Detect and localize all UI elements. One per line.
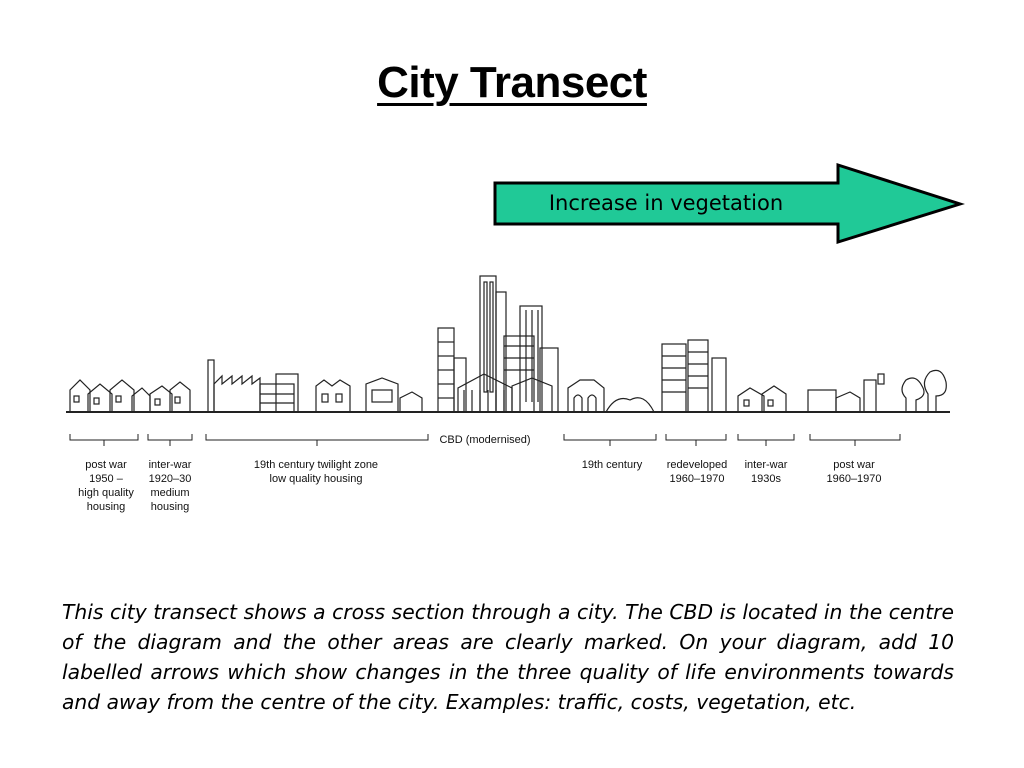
slide-title — [0, 58, 1024, 108]
zone-label-redeveloped: redeveloped 1960–1970 — [666, 459, 728, 485]
zone-label-post-war-right: post war 1960–1970 — [826, 459, 882, 485]
slide-title-text: City Transect — [377, 58, 647, 107]
inter-war-1930s-houses — [738, 386, 786, 412]
inter-war-houses — [150, 382, 190, 412]
zone-label-cbd: CBD (modernised) — [439, 434, 531, 446]
redeveloped-blocks — [662, 340, 726, 412]
zone-label-twilight-zone: 19th century twilight zone low quality housing — [253, 459, 379, 485]
trees — [902, 370, 946, 412]
cbd-towers — [438, 276, 558, 412]
post-war-houses-left — [70, 380, 150, 412]
zone-label-post-war-left: post war 1950 – high quality housing — [78, 459, 134, 513]
zone-label-19th-century: 19th century — [581, 459, 643, 471]
city-transect-skyline — [60, 262, 955, 452]
arrow-label: Increase in vegetation — [548, 191, 784, 215]
zone-label-inter-war-1920: inter-war 1920–30 medium housing — [148, 459, 192, 513]
zone-label-inter-war-1930s: inter-war 1930s — [744, 459, 788, 485]
instruction-caption: This city transect shows a cross section through a city. The CBD is located in the centre of the diagram and the other areas are clearly marked. On your diagram, add 10 labelled arrows which show changes in the three quality of life environments towards and away from the centre of the city. Examples: traffic, costs, vegetation, etc. — [62, 600, 954, 714]
twilight-zone-buildings — [208, 360, 422, 412]
nineteenth-century-buildings — [568, 380, 654, 412]
post-war-houses-right — [808, 374, 884, 412]
